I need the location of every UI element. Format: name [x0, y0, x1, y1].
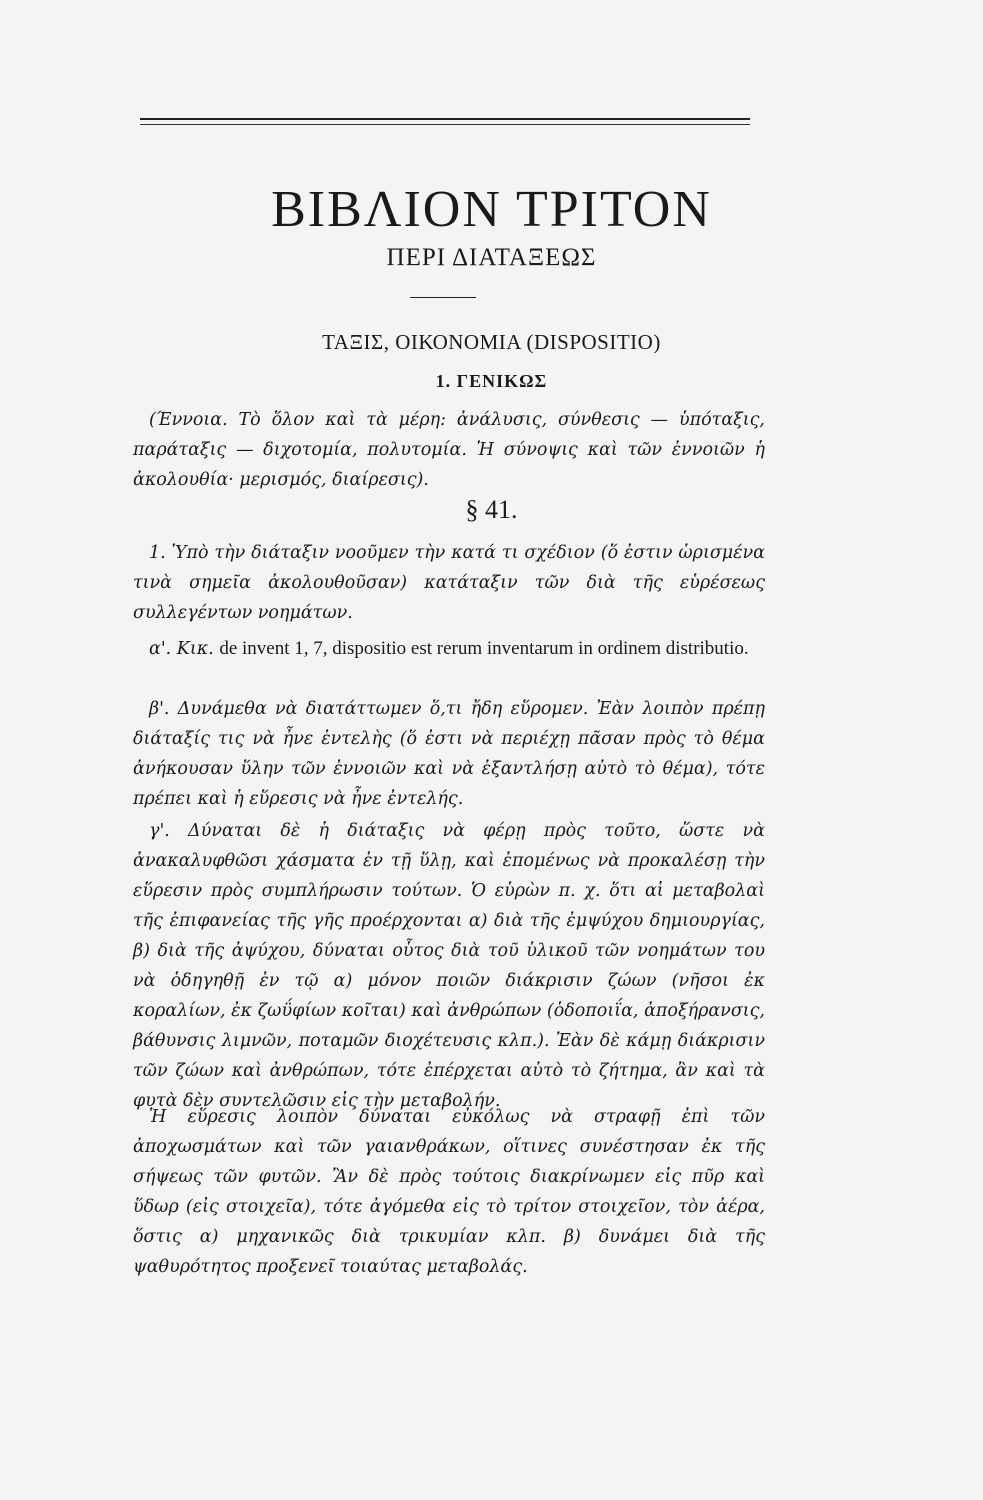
paragraph-gamma: γ'. Δύναται δὲ ἡ διάταξις νὰ φέρῃ πρὸς τοῦτο, ὥστε νὰ ἀνακαλυφθῶσι χάσματα ἐν τῇ ὕλῃ, καὶ ἐπομένως νὰ προκαλέσῃ τὴν εὕρεσιν πρὸς συμπλήρωσιν τούτων. Ὁ εὑρὼν π. χ. ὅτι αἱ μεταβολαὶ τῆς ἐπιφανείας τῆς γῆς προέρχονται α) διὰ τῆς ἐμψύχου δημιουργίας, β) διὰ τῆς ἀψύχου, δύναται οὗτος διὰ τοῦ ὑλικοῦ τῶν νοημάτων του νὰ ὁδηγηθῇ ἐν τῷ α) μόνον ποιῶν διάκρισιν ζώων (νῆσοι ἐκ κοραλίων, ἐκ ζωΰφίων κοῖται) καὶ ἀνθρώπων (ὁδοποιΐα, ἀποξήρανσις, βάθυνσις λιμνῶν, ποταμῶν διοχέτευσις κλπ.). Ἐὰν δὲ κάμῃ διάκρισιν τῶν ζώων καὶ ἀνθρώπων, τότε ἐπέρχεται αὐτὸ τὸ ζήτημα, ἂν καὶ τὰ φυτὰ δὲν συντελῶσιν εἰς τὴν μεταβολήν.: [133, 821, 765, 1111]
paragraph-alpha: [133, 634, 765, 664]
book-subtitle: ΠΕΡΙ ΔΙΑΤΑΞΕΩΣ: [386, 244, 597, 271]
section-heading: ΤΑΞΙΣ, ΟΙΚΟΝΟΜΙΑ (DISPOSITIO): [322, 330, 661, 354]
paragraph-last: Ἡ εὕρεσις λοιπὸν δύναται εὐκόλως νὰ στραφῇ ἐπὶ τῶν ἀποχωσμάτων καὶ τῶν γαιανθράκων, οἵτινες συνέστησαν ἐκ τῆς σήψεως τῶν φυτῶν. Ἂν δὲ πρὸς τούτοις διακρίνωμεν εἰς πῦρ καὶ ὕδωρ (εἰς στοιχεῖα), τότε ἀγόμεθα εἰς τὸ τρίτον στοιχεῖον, τὸν ἀέρα, ὅστις α) μηχανικῶς διὰ τρικυμίαν κλπ. β) δυνάμει διὰ τῆς ψαθυρότητος προξενεῖ τοιαύτας μεταβολάς.: [133, 1107, 765, 1277]
paragraph-mark: § 41.: [465, 495, 518, 524]
top-double-rule-upper: [140, 118, 750, 120]
book-title: ΒΙΒΛΙΟΝ ΤΡΙΤΟΝ: [271, 181, 712, 238]
summary-paragraph: (Έννοια. Τὸ ὅλον καὶ τὰ μέρη: ἀνάλυσις, σύνθεσις — ὑπόταξις, παράταξις — διχοτομία, πολυτομία. Ἡ σύνοψις καὶ τῶν ἐννοιῶν ἡ ἀκολουθία· μερισμός, διαίρεσις).: [133, 410, 765, 490]
paragraph-beta: β'. Δυνάμεθα νὰ διατάττωμεν ὅ,τι ἤδη εὕρομεν. Ἐὰν λοιπὸν πρέπῃ διάταξίς τις νὰ ἦνε ἐντελὴς (ὅ ἐστι νὰ περιέχῃ πᾶσαν πρὸς τὸ θέμα ἀνήκουσαν ὕλην τῶν ἐννοιῶν καὶ νὰ ἐξαντλήσῃ αὐτὸ τὸ θέμα), τότε πρέπει καὶ ἡ εὕρεσις νὰ ἦνε ἐντελής.: [133, 699, 765, 809]
paragraph-alpha-label: α'. Κικ.: [149, 639, 214, 659]
top-double-rule-lower: [140, 124, 750, 125]
paragraph-1: 1. Ὑπὸ τὴν διάταξιν νοοῦμεν τὴν κατά τι σχέδιον (ὅ ἐστιν ὡρισμένα τινὰ σημεῖα ἀκολουθοῦσαν) κατάταξιν τῶν διὰ τῆς εὑρέσεως συλλεγέντων νοημάτων.: [133, 543, 765, 623]
paragraph-alpha-latin: de invent 1, 7, dispositio est rerum inventarum in ordinem distributio.: [219, 638, 749, 659]
subsection-heading: 1. ΓΕΝΙΚΩΣ: [435, 371, 548, 391]
divider-rule: [410, 297, 476, 298]
